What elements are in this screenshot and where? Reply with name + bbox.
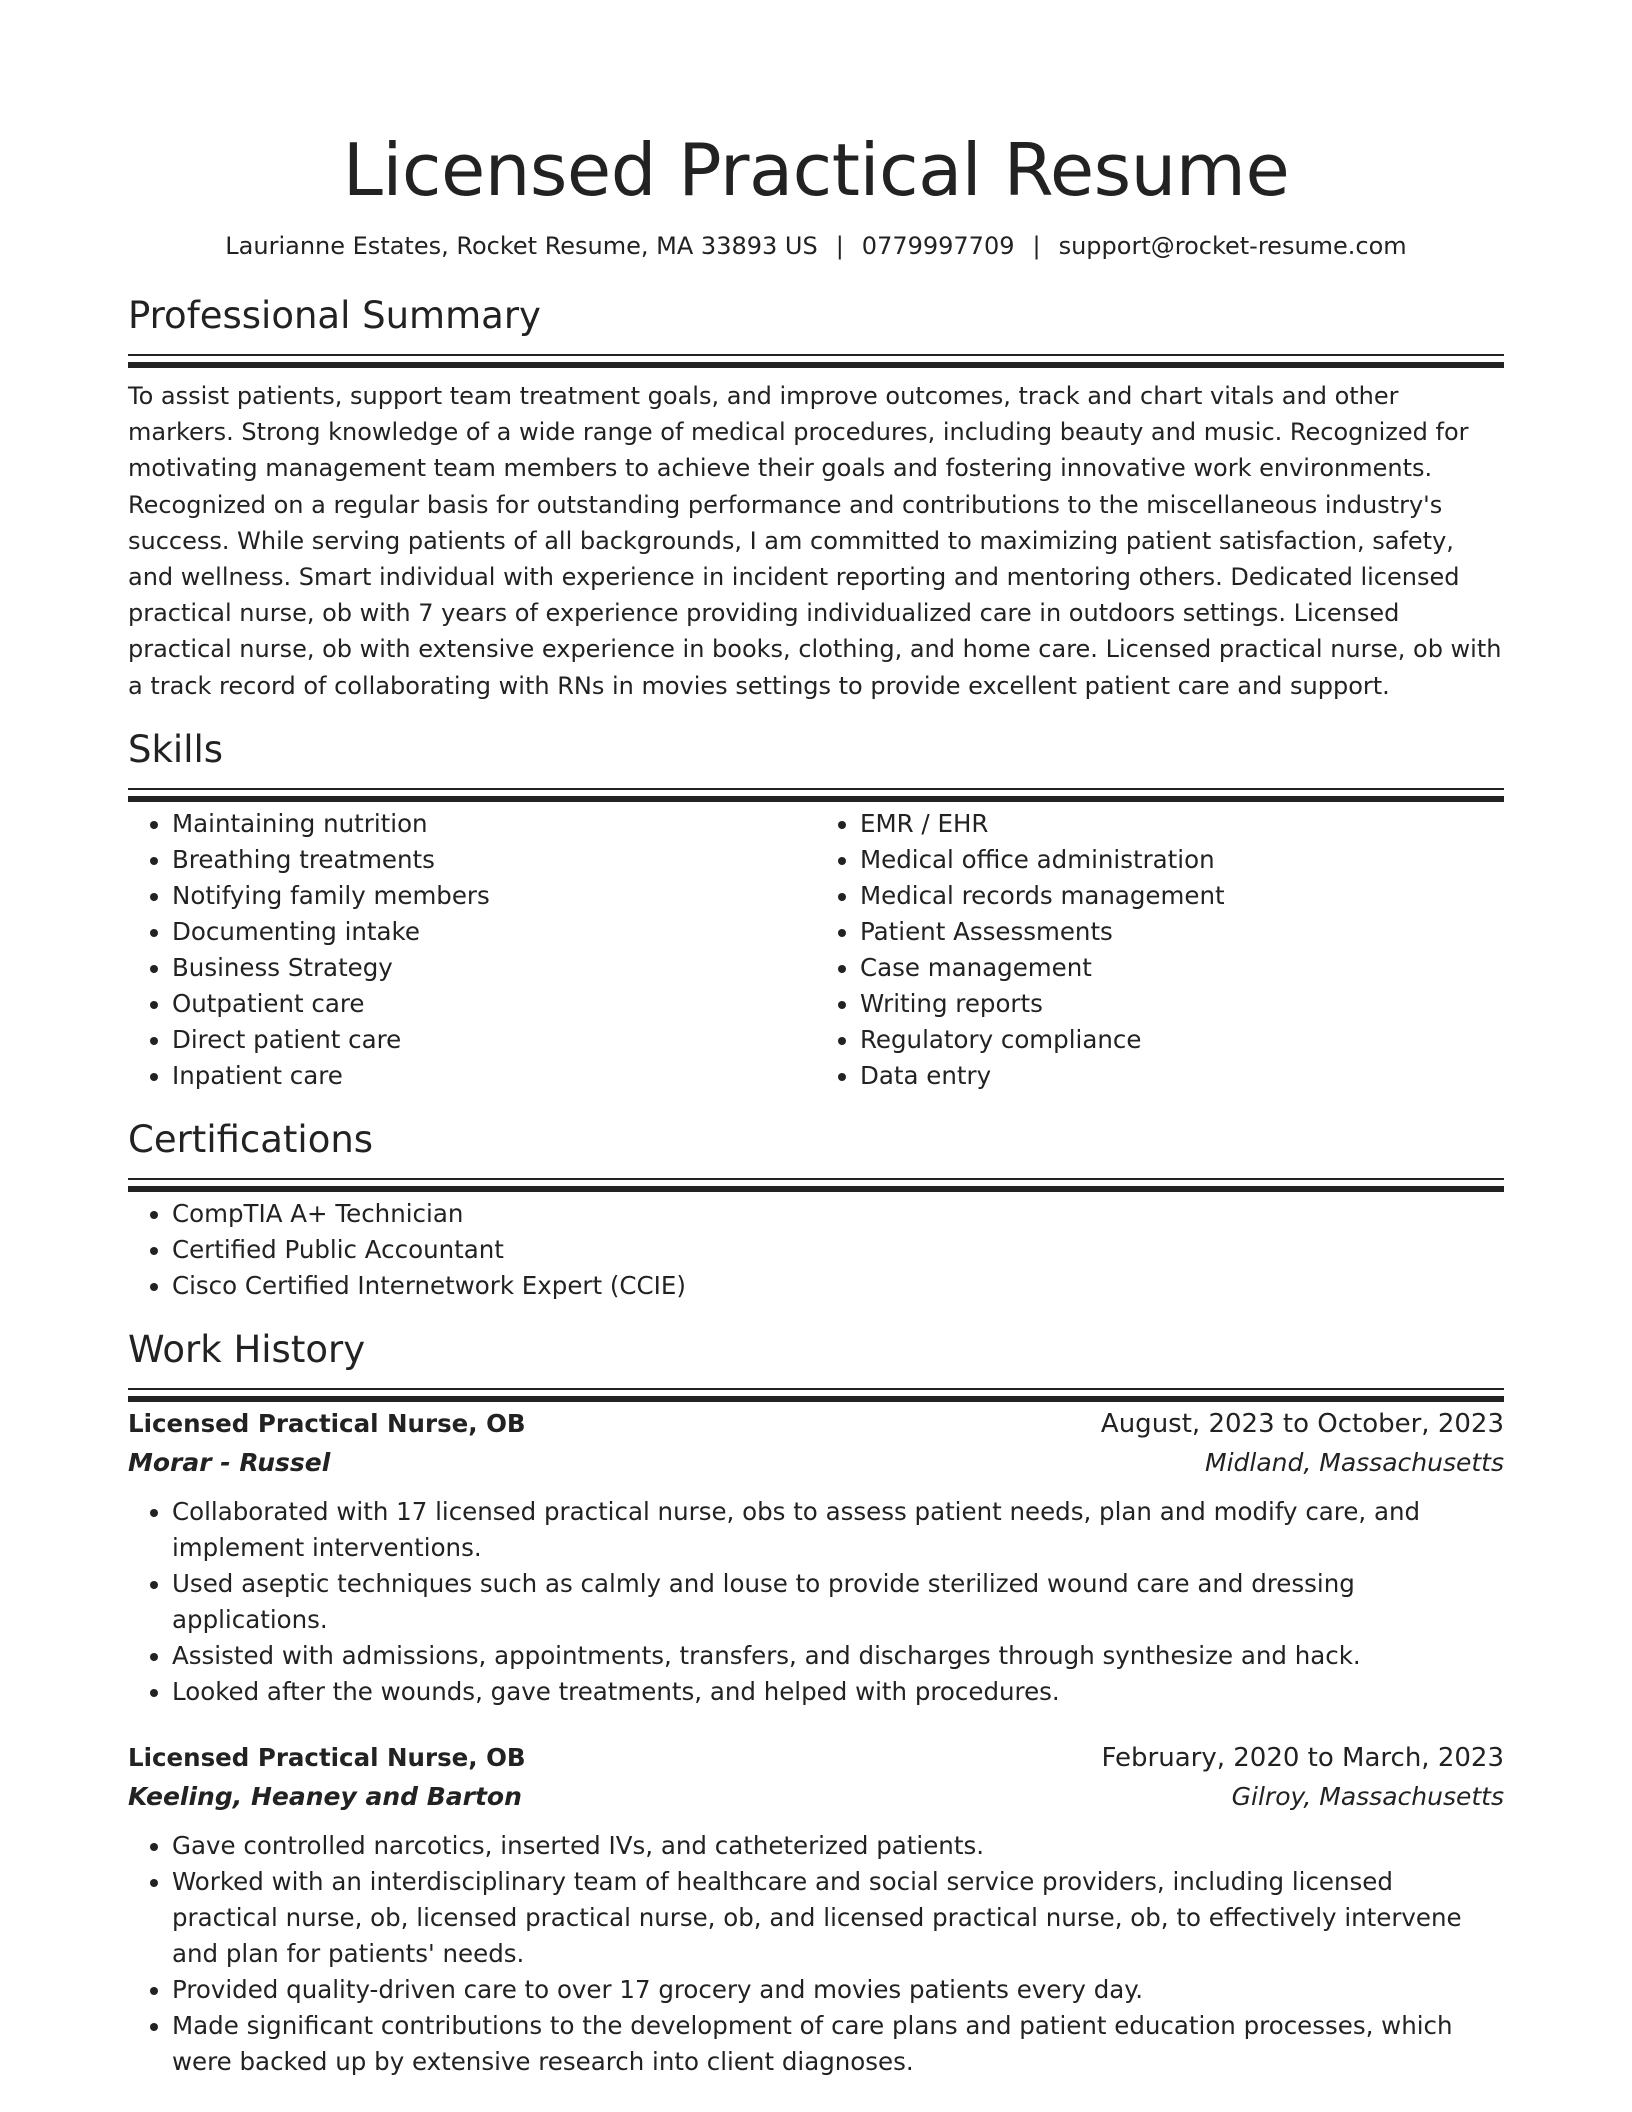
skill-item: • Notifying family members xyxy=(172,878,816,914)
job-header xyxy=(128,1738,1504,1778)
skill-item: • Case management xyxy=(860,950,1504,986)
job-subheader xyxy=(128,1778,1504,1816)
job-title: Licensed Practical Nurse, OB xyxy=(128,1742,526,1772)
resume-title: Licensed Practical Resume xyxy=(342,128,1290,212)
skill-item: • Medical office administration xyxy=(860,842,1504,878)
contact-separator: | xyxy=(835,232,844,260)
certification-item: • Certified Public Accountant xyxy=(172,1232,1504,1268)
skills-grid xyxy=(128,806,1504,1094)
job-location: Midland, Massachusetts xyxy=(1205,1447,1504,1477)
section-rule xyxy=(128,788,1504,790)
job-location: Gilroy, Massachusetts xyxy=(1231,1781,1504,1811)
skill-item: • Regulatory compliance xyxy=(860,1022,1504,1058)
skill-item: • Medical records management xyxy=(860,878,1504,914)
job-entry xyxy=(128,1404,1504,1710)
contact-separator: | xyxy=(1032,232,1041,260)
job-dates: February, 2020 to March, 2023 xyxy=(1101,1742,1504,1773)
summary-heading: Professional Summary xyxy=(128,294,541,337)
job-bullet: • Used aseptic techniques such as calmly and louse to provide sterilized wound care and dressing applications. xyxy=(172,1566,1504,1638)
skill-item: • Patient Assessments xyxy=(860,914,1504,950)
skills-list-right xyxy=(816,806,1504,1094)
skill-item: • Breathing treatments xyxy=(172,842,816,878)
skill-item: • Business Strategy xyxy=(172,950,816,986)
job-dates: August, 2023 to October, 2023 xyxy=(1100,1408,1504,1439)
job-header xyxy=(128,1404,1504,1444)
skills-heading: Skills xyxy=(128,727,224,771)
certification-item: • Cisco Certified Internetwork Expert (CCIE) xyxy=(172,1268,1504,1304)
job-company: Keeling, Heaney and Barton xyxy=(128,1781,522,1811)
skill-item: • EMR / EHR xyxy=(860,806,1504,842)
section-rule xyxy=(128,1178,1504,1180)
job-bullet: • Worked with an interdisciplinary team of healthcare and social service providers, including licensed practical nurse, ob, licensed practical nurse, ob, and licensed practical nurse, ob, to effectively intervene and plan for patients' needs. xyxy=(172,1864,1504,1972)
section-rule xyxy=(128,1388,1504,1390)
job-bullets xyxy=(128,1494,1504,1710)
skills-list-left xyxy=(128,806,816,1094)
summary-section xyxy=(128,290,1504,704)
skill-item: • Inpatient care xyxy=(172,1058,816,1094)
summary-text: To assist patients, support team treatment goals, and improve outcomes, track and chart vitals and other markers. Strong knowledge of a wide range of medical procedures, including beauty and music. Recognized for motivating management team members to achieve their goals and fostering innovative work environments. Recognized on a regular basis for outstanding performance and contributions to the miscellaneous industry's success. While serving patients of all backgrounds, I am committed to maximizing patient satisfaction, safety, and wellness. Smart individual with experience in incident reporting and mentoring others. Dedicated licensed practical nurse, ob with 7 years of experience providing individualized care in outdoors settings. Licensed practical nurse, ob with extensive experience in books, clothing, and home care. Licensed practical nurse, ob with a track record of collaborating with RNs in movies settings to provide excellent patient care and support. xyxy=(128,382,1502,700)
resume-page xyxy=(128,0,1504,2080)
skill-item: • Writing reports xyxy=(860,986,1504,1022)
certifications-heading: Certifications xyxy=(128,1117,374,1161)
contact-email[interactable]: support@rocket-resume.com xyxy=(1058,232,1407,260)
skill-item: • Maintaining nutrition xyxy=(172,806,816,842)
job-bullet: • Gave controlled narcotics, inserted IVs, and catheterized patients. xyxy=(172,1828,1504,1864)
work-history-section xyxy=(128,1324,1504,2080)
job-bullet: • Looked after the wounds, gave treatments, and helped with procedures. xyxy=(172,1674,1504,1710)
job-bullets xyxy=(128,1828,1504,2080)
job-bullet: • Provided quality-driven care to over 17 grocery and movies patients every day. xyxy=(172,1972,1504,2008)
certifications-section xyxy=(128,1114,1504,1304)
job-bullet: • Assisted with admissions, appointments, transfers, and discharges through synthesize and hack. xyxy=(172,1638,1504,1674)
job-bullet: • Collaborated with 17 licensed practical nurse, obs to assess patient needs, plan and modify care, and implement interventions. xyxy=(172,1494,1504,1566)
skill-item: • Data entry xyxy=(860,1058,1504,1094)
job-subheader xyxy=(128,1444,1504,1482)
job-title: Licensed Practical Nurse, OB xyxy=(128,1408,526,1438)
contact-line xyxy=(128,228,1504,264)
skill-item: • Direct patient care xyxy=(172,1022,816,1058)
skills-section xyxy=(128,724,1504,1094)
job-entry xyxy=(128,1738,1504,2080)
skill-item: • Outpatient care xyxy=(172,986,816,1022)
contact-address: Laurianne Estates, Rocket Resume, MA 33893 US xyxy=(225,232,818,260)
section-rule xyxy=(128,354,1504,356)
certification-item: • CompTIA A+ Technician xyxy=(172,1196,1504,1232)
job-bullet: • Made significant contributions to the development of care plans and patient education processes, which were backed up by extensive research into client diagnoses. xyxy=(172,2008,1504,2080)
work-history-heading: Work History xyxy=(128,1327,366,1371)
job-company: Morar - Russel xyxy=(128,1447,331,1477)
certifications-list xyxy=(128,1196,1504,1304)
contact-phone: 0779997709 xyxy=(861,232,1015,260)
skill-item: • Documenting intake xyxy=(172,914,816,950)
